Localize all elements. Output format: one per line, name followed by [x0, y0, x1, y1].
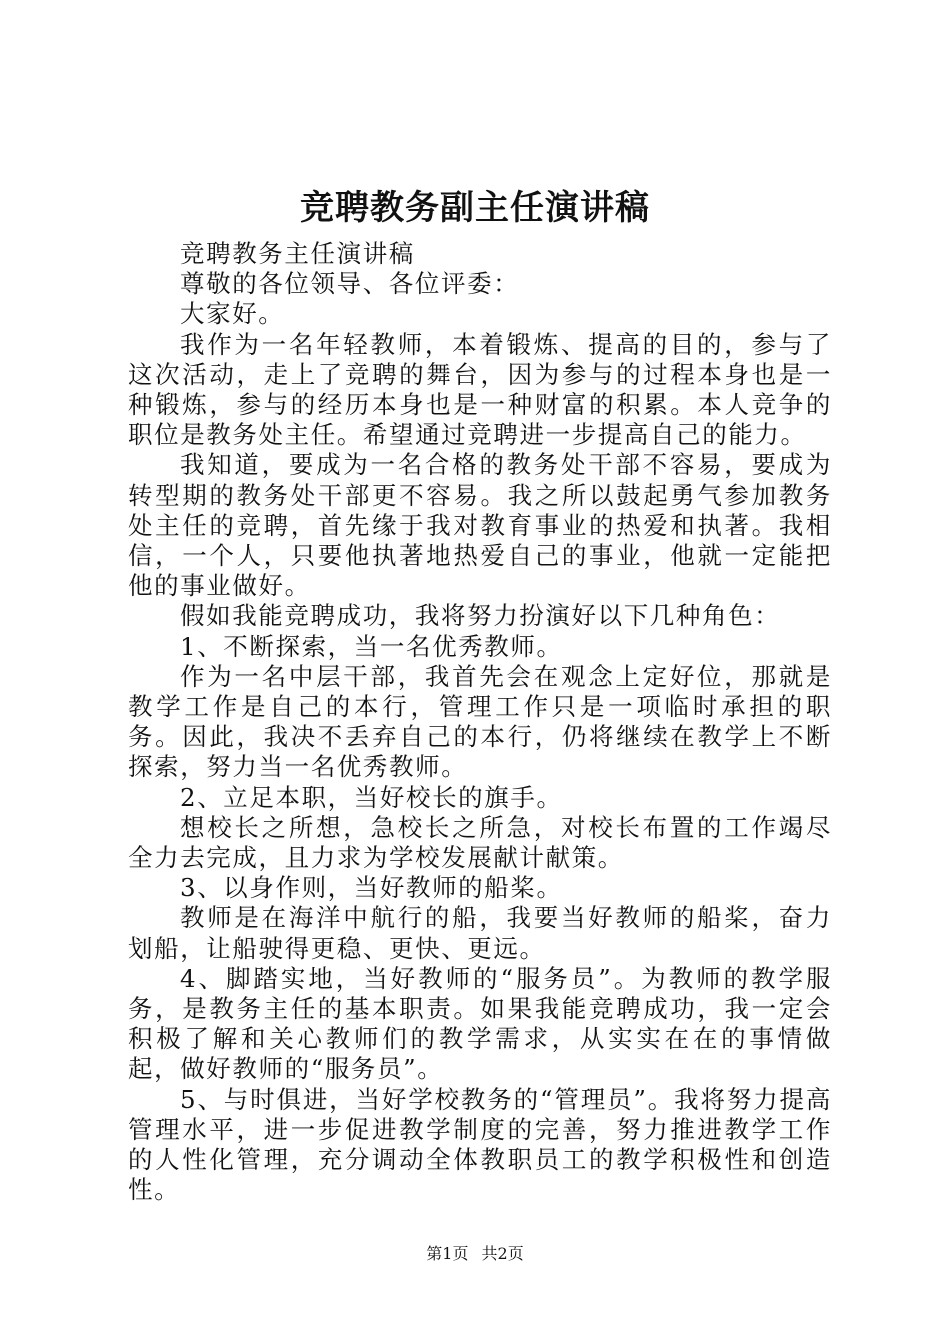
- paragraph: 竞聘教务主任演讲稿: [180, 239, 415, 268]
- page-total: 共2页: [481, 1244, 524, 1263]
- document-body: [128, 239, 832, 1206]
- paragraph: 尊敬的各位领导、各位评委：: [180, 269, 520, 299]
- paragraph: 大家好。: [180, 299, 285, 329]
- paragraph: 想校长之所想，急校长之所急，对校长布置的工作竭尽全力去完成，且力求为学校发展献计献策。: [128, 812, 832, 873]
- paragraph: 我知道，要成为一名合格的教务处干部不容易，要成为转型期的教务处干部更不容易。我之所以鼓起勇气参加教务处主任的竞聘，首先缘于我对教育事业的热爱和执著。我相信，一个人，只要他执著地热爱自己的事业，他就一定能把他的事业做好。: [128, 450, 832, 601]
- paragraph: 3、以身作则，当好教师的船桨。: [180, 873, 563, 903]
- paragraph: 5、与时俱进，当好学校教务的“管理员”。我将努力提高管理水平，进一步促进教学制度的完善，努力推进教学工作的人性化管理，充分调动全体教职员工的教学积极性和创造性。: [128, 1084, 832, 1205]
- paragraph: 我作为一名年轻教师，本着锻炼、提高的目的，参与了这次活动，走上了竞聘的舞台，因为参与的过程本身也是一种锻炼，参与的经历本身也是一种财富的积累。本人竞争的职位是教务处主任。希望通过竞聘进一步提高自己的能力。: [128, 329, 832, 450]
- page-footer: [0, 1242, 950, 1266]
- paragraph: 2、立足本职，当好校长的旗手。: [180, 782, 563, 812]
- paragraph: 假如我能竞聘成功，我将努力扮演好以下几种角色：: [180, 601, 781, 631]
- paragraph: 4、脚踏实地，当好教师的“服务员”。为教师的教学服务，是教务主任的基本职责。如果我能竞聘成功，我一定会积极了解和关心教师们的教学需求，从实实在在的事情做起，做好教师的“服务员”。: [128, 963, 832, 1084]
- paragraph: 作为一名中层干部，我首先会在观念上定好位，那就是教学工作是自己的本行，管理工作只是一项临时承担的职务。因此，我决不丢弃自己的本行，仍将继续在教学上不断探索，努力当一名优秀教师。: [128, 661, 832, 782]
- page-number: 第1页: [426, 1244, 469, 1263]
- document-title: 竞聘教务副主任演讲稿: [300, 188, 650, 228]
- paragraph: 教师是在海洋中航行的船，我要当好教师的船桨，奋力划船，让船驶得更稳、更快、更远。: [128, 903, 832, 963]
- paragraph: 1、不断探索，当一名优秀教师。: [180, 631, 563, 661]
